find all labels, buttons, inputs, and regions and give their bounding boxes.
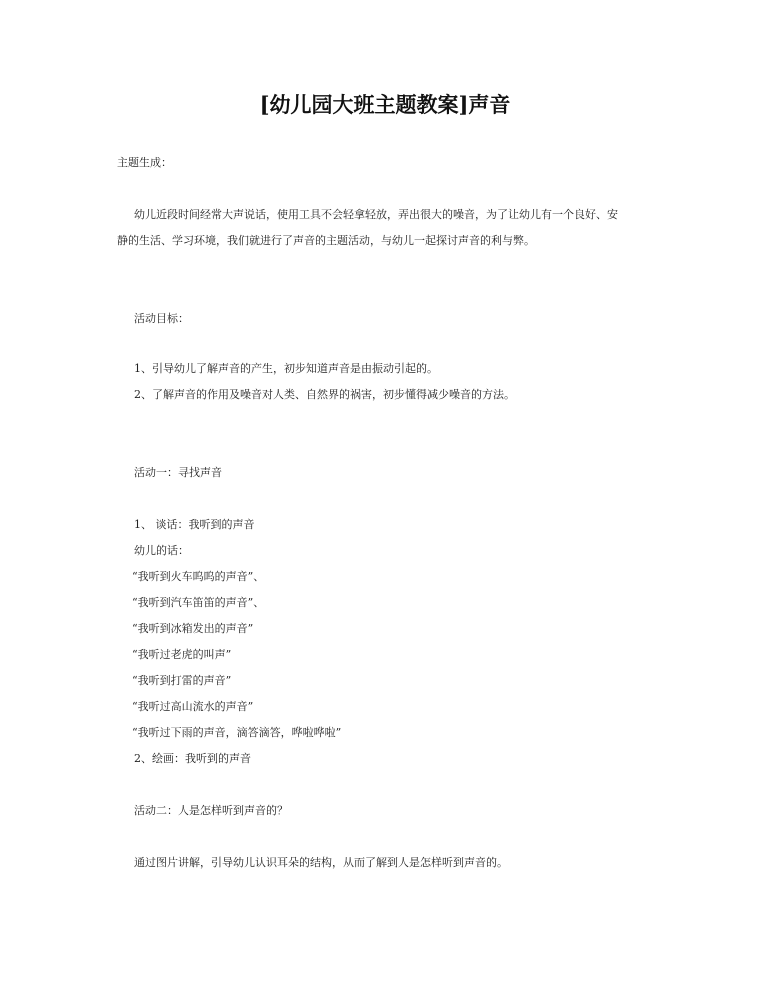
child-quote: “我听过下雨的声音，滴答滴答，哗啦哗啦” bbox=[132, 726, 342, 739]
activity-two-text: 通过图片讲解，引导幼儿认识耳朵的结构，从而了解到人是怎样听到声音的。 bbox=[134, 856, 508, 869]
child-quote: “我听过老虎的叫声” bbox=[132, 648, 232, 661]
activity-one-step-2: 2、绘画：我听到的声音 bbox=[134, 752, 251, 765]
theme-generation-label: 主题生成： bbox=[117, 156, 172, 169]
activity-one-step-1: 1、 谈话：我听到的声音 bbox=[134, 518, 255, 531]
children-words-label: 幼儿的话： bbox=[134, 544, 189, 557]
activity-goals-label: 活动目标： bbox=[134, 312, 189, 325]
goal-item-2: 2、了解声音的作用及噪音对人类、自然界的祸害，初步懂得减少噪音的方法。 bbox=[134, 388, 515, 401]
activity-two-label: 活动二：人是怎样听到声音的？ bbox=[134, 804, 288, 817]
goal-item-1: 1、引导幼儿了解声音的产生，初步知道声音是由振动引起的。 bbox=[134, 362, 438, 375]
intro-paragraph-line-2: 静的生活、学习环境，我们就进行了声音的主题活动，与幼儿一起探讨声音的利与弊。 bbox=[117, 234, 535, 247]
document-title: [幼儿园大班主题教案]声音 bbox=[259, 92, 511, 117]
child-quote: “我听到冰箱发出的声音” bbox=[132, 622, 254, 635]
activity-one-label: 活动一：寻找声音 bbox=[134, 466, 222, 479]
intro-paragraph-line-1: 幼儿近段时间经常大声说话，使用工具不会轻拿轻放，弄出很大的噪音，为了让幼儿有一个良好、安 bbox=[134, 208, 618, 221]
child-quote: “我听到打雷的声音” bbox=[132, 674, 232, 687]
child-quote: “我听到汽车笛笛的声音”、 bbox=[132, 596, 265, 609]
child-quote: “我听到火车呜呜的声音”、 bbox=[132, 570, 265, 583]
child-quote: “我听过高山流水的声音” bbox=[132, 700, 254, 713]
